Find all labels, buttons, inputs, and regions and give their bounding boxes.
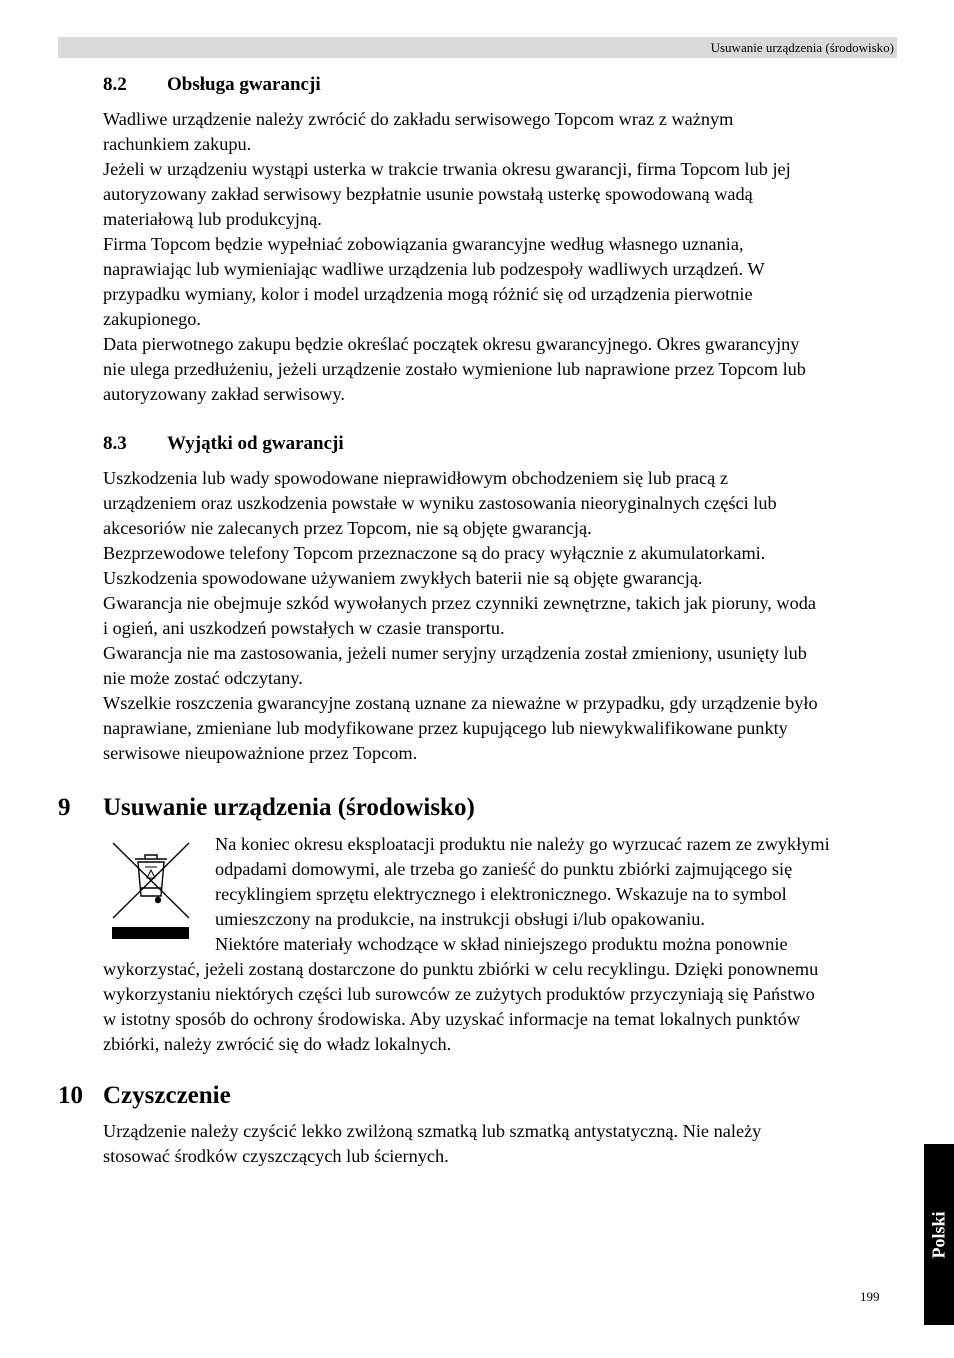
language-side-tab-label: Polski [928,1210,949,1259]
warranty-content [103,72,903,766]
section-8-2-line: Jeżeli w urządzeniu wystąpi usterka w trakcie trwania okresu gwarancji, firma Topcom lub jej [103,159,791,179]
section-8-3-line: Uszkodzenia lub wady spowodowane nieprawidłowym obchodzeniem się lub pracą z [103,468,728,488]
page-number: 199 [860,1289,880,1304]
section-9-line: odpadami domowymi, ale trzeba go zanieść do punktu zbiórki zajmującego się [215,859,793,879]
section-8-3-number: 8.3 [103,433,127,454]
section-8-2-line: materiałową lub produkcyjną. [103,209,322,229]
running-header-title: Usuwanie urządzenia (środowisko) [710,40,894,55]
section-8-3-body [103,466,903,766]
section-8-2-line: rachunkiem zakupu. [103,134,252,154]
section-9-heading [58,793,475,823]
section-8-2-title: Obsługa gwarancji [167,74,321,95]
section-8-3-line: naprawiane, zmieniane lub modyfikowane przez kupującego lub niewykwalifikowane punkty [103,718,788,738]
section-8-3-title: Wyjątki od gwarancji [167,433,344,454]
section-8-3-line: Wszelkie roszczenia gwarancyjne zostaną uznane za nieważne w przypadku, gdy urządzenie było [103,693,818,713]
section-8-2-line: Firma Topcom będzie wypełniać zobowiązania gwarancyjne według własnego uznania, [103,234,744,254]
section-9-body [103,832,903,1057]
section-10-number: 10 [58,1082,83,1109]
section-9-line: recyklingiem sprzętu elektrycznego i elektronicznego. Wskazuje na to symbol [215,884,787,904]
section-10-line: stosować środków czyszczących lub ściernych. [103,1146,449,1166]
section-9-line: wykorzystać, jeżeli zostaną dostarczone do punktu zbiórki w celu recyklingu. Dzięki ponownemu [103,959,819,979]
section-9-title: Usuwanie urządzenia (środowisko) [103,794,475,821]
section-8-3-line: akcesoriów nie zalecanych przez Topcom, nie są objęte gwarancją. [103,518,592,538]
section-10-line: Urządzenie należy czyścić lekko zwilżoną szmatką lub szmatką antystatyczną. Nie należy [103,1121,762,1141]
section-8-3-line: urządzeniem oraz uszkodzenia powstałe w wyniku zastosowania nieoryginalnych części lub [103,493,777,513]
running-header [58,37,897,58]
section-8-2-line: zakupionego. [103,309,201,329]
section-9-line: umieszczony na produkcie, na instrukcji obsługi i/lub opakowaniu. [215,909,705,929]
section-8-2-line: Wadliwe urządzenie należy zwrócić do zakładu serwisowego Topcom wraz z ważnym [103,109,734,129]
section-8-2-line: nie ulega przedłużeniu, jeżeli urządzenie zostało wymienione lub naprawione przez Topcom lub [103,359,806,379]
section-8-3-heading [103,431,903,456]
section-9-line: w istotny sposób do ochrony środowiska. Aby uzyskać informacje na temat lokalnych punktów [103,1009,801,1029]
language-side-tab [924,1144,954,1325]
section-8-2-line: przypadku wymiany, kolor i model urządzenia mogą różnić się od urządzenia pierwotnie [103,284,753,304]
section-9-line: Niektóre materiały wchodzące w skład niniejszego produktu można ponownie [215,934,788,954]
section-9-line: wykorzystaniu niektórych części lub surowców ze zużytych produktów przyczyniają się Państwo [103,984,815,1004]
section-8-2-body [103,107,903,407]
section-8-3-line: i ogień, ani uszkodzeń powstałych w czasie transportu. [103,618,505,638]
section-8-2-line: autoryzowany zakład serwisowy. [103,384,345,404]
section-8-3-line: nie może zostać odczytany. [103,668,303,688]
section-8-2-line: autoryzowany zakład serwisowy bezpłatnie usunie powstałą usterkę spowodowaną wadą [103,184,753,204]
section-8-2-line: Data pierwotnego zakupu będzie określać początek okresu gwarancyjnego. Okres gwarancyjny [103,334,800,354]
section-10-title: Czyszczenie [103,1082,231,1109]
section-8-2-heading [103,72,903,97]
section-8-3-line: Bezprzewodowe telefony Topcom przeznaczone są do pracy wyłącznie z akumulatorkami. [103,543,766,563]
section-10-heading [58,1081,231,1111]
section-9-number: 9 [58,794,71,821]
section-9-line: zbiórki, należy zwrócić się do władz lokalnych. [103,1034,452,1054]
section-8-3-line: Gwarancja nie ma zastosowania, jeżeli numer seryjny urządzenia został zmieniony, usunięty lub [103,643,807,663]
section-8-3-line: serwisowe nieupoważnione przez Topcom. [103,743,418,763]
section-8-3-line: Uszkodzenia spowodowane używaniem zwykłych baterii nie są objęte gwarancją. [103,568,703,588]
section-8-3-line: Gwarancja nie obejmuje szkód wywołanych przez czynniki zewnętrzne, takich jak pioruny, woda [103,593,817,613]
section-8-2-number: 8.2 [103,74,127,95]
section-9-line: Na koniec okresu eksploatacji produktu nie należy go wyrzucać razem ze zwykłymi [215,834,830,854]
section-10-body [103,1119,903,1169]
section-8-2-line: naprawiając lub wymieniając wadliwe urządzenia lub podzespoły wadliwych urządzeń. W [103,259,765,279]
